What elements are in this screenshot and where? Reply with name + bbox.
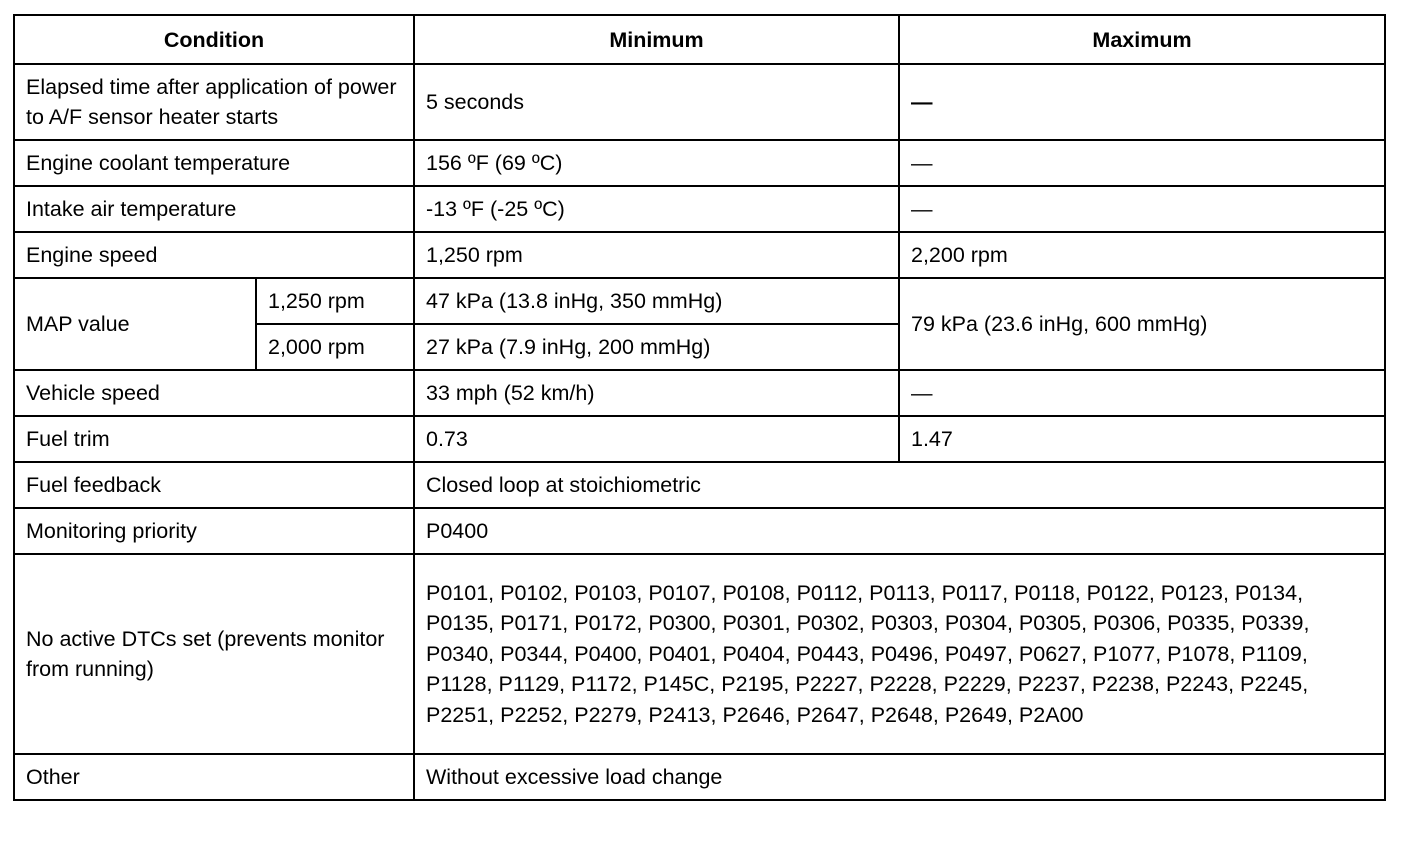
maximum-cell: 79 kPa (23.6 inHg, 600 mmHg) [899,278,1385,370]
condition-cell: Other [14,754,414,800]
table-row [14,278,1385,324]
value-cell: P0400 [414,508,1385,554]
condition-cell: Intake air temperature [14,186,414,232]
table-row [14,186,1385,232]
minimum-cell: 47 kPa (13.8 inHg, 350 mmHg) [414,278,899,324]
maximum-cell: — [899,140,1385,186]
table-row [14,232,1385,278]
minimum-cell: 0.73 [414,416,899,462]
sub-condition-cell: 2,000 rpm [256,324,414,370]
maximum-cell: 1.47 [899,416,1385,462]
header-maximum: Maximum [899,15,1385,64]
table-row [14,416,1385,462]
condition-cell: Elapsed time after application of power to A/F sensor heater starts [14,64,414,140]
header-condition: Condition [14,15,414,64]
minimum-cell: 156 ºF (69 ºC) [414,140,899,186]
conditions-table [13,14,1386,801]
condition-cell: Fuel trim [14,416,414,462]
table-row [14,508,1385,554]
condition-cell: Fuel feedback [14,462,414,508]
minimum-cell: -13 ºF (-25 ºC) [414,186,899,232]
maximum-cell: 2,200 rpm [899,232,1385,278]
condition-cell: Monitoring priority [14,508,414,554]
header-row [14,15,1385,64]
maximum-cell: — [899,370,1385,416]
condition-cell: Vehicle speed [14,370,414,416]
table-row [14,370,1385,416]
minimum-cell: 1,250 rpm [414,232,899,278]
minimum-cell: 27 kPa (7.9 inHg, 200 mmHg) [414,324,899,370]
value-cell: Closed loop at stoichiometric [414,462,1385,508]
maximum-cell: — [899,64,1385,140]
condition-cell: No active DTCs set (prevents monitor from running) [14,554,414,754]
table-row [14,462,1385,508]
condition-cell: Engine coolant temperature [14,140,414,186]
header-minimum: Minimum [414,15,899,64]
minimum-cell: 33 mph (52 km/h) [414,370,899,416]
dtc-list-cell: P0101, P0102, P0103, P0107, P0108, P0112, P0113, P0117, P0118, P0122, P0123, P0134, P0135, P0171, P0172, P0300, P0301, P0302, P0303, P0304, P0305, P0306, P0335, P0339, P0340, P0344, P0400, P0401, P0404, P0443, P0496, P0497, P0627, P1077, P1078, P1109, P1128, P1129, P1172, P145C, P2195, P2227, P2228, P2229, P2237, P2238, P2243, P2245, P2251, P2252, P2279, P2413, P2646, P2647, P2648, P2649, P2A00 [414,554,1385,754]
table-row [14,754,1385,800]
table-row [14,64,1385,140]
minimum-cell: 5 seconds [414,64,899,140]
sub-condition-cell: 1,250 rpm [256,278,414,324]
condition-cell: Engine speed [14,232,414,278]
table-row [14,140,1385,186]
condition-cell: MAP value [14,278,256,370]
table-row [14,554,1385,754]
maximum-cell: — [899,186,1385,232]
value-cell: Without excessive load change [414,754,1385,800]
